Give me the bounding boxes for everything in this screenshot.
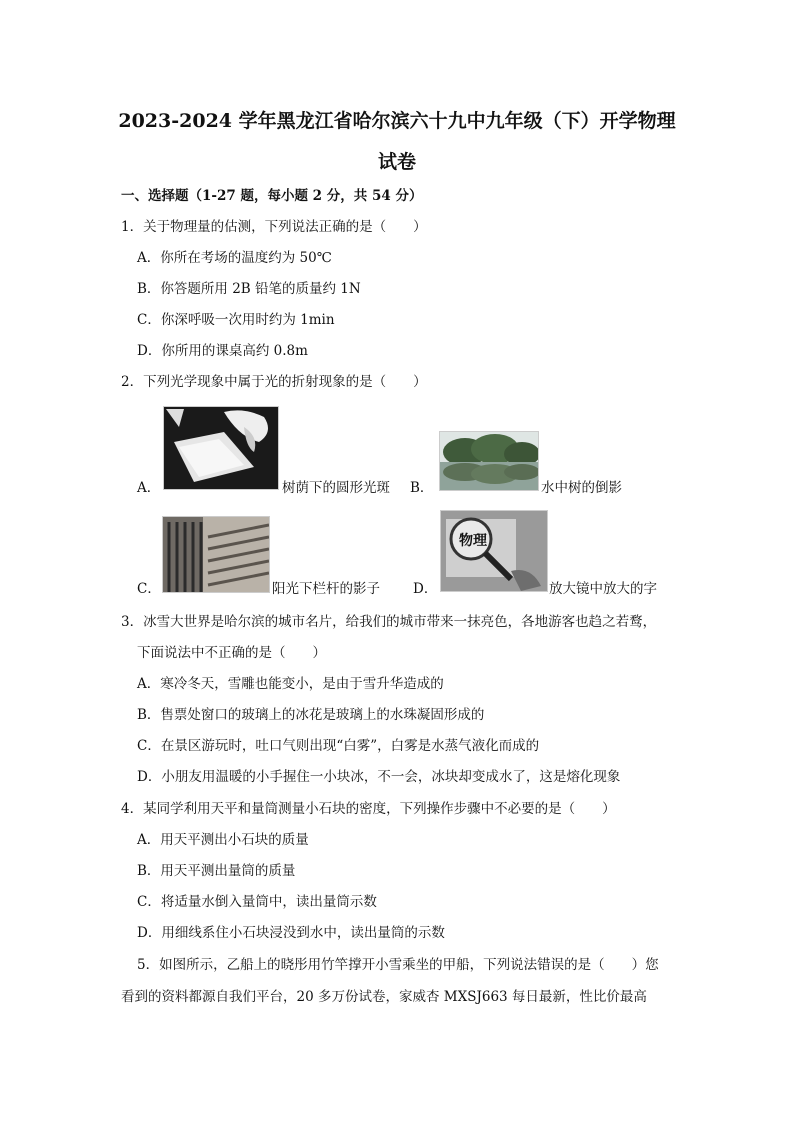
q2-option-b-label: B． xyxy=(410,480,434,496)
q4-option-c: C．将适量水倒入量筒中，读出量筒示数 xyxy=(137,894,377,910)
q1-option-b: B．你答题所用 2B 铅笔的质量约 1N xyxy=(137,281,361,297)
q3-stem-line2: 下面说法中不正确的是（ ） xyxy=(137,645,326,661)
q1-stem: 1．关于物理量的估测，下列说法正确的是（ ） xyxy=(121,219,427,235)
q1-option-d: D．你所用的课桌高约 0.8m xyxy=(137,343,308,359)
q1-option-a: A．你所在考场的温度约为 50℃ xyxy=(137,250,332,266)
q3-option-a: A．寒冷冬天，雪雕也能变小，是由于雪升华造成的 xyxy=(137,676,444,692)
q2-image-d-book-text: 物理 xyxy=(459,533,487,549)
q4-option-d: D．用细线系住小石块浸没到水中，读出量筒的示数 xyxy=(137,925,445,941)
q3-stem-line1: 3．冰雪大世界是哈尔滨的城市名片，给我们的城市带来一抹亮色，各地游客也趋之若鹜， xyxy=(121,614,657,630)
q1-option-c: C．你深呼吸一次用时约为 1min xyxy=(137,312,335,328)
q2-option-c-caption: 阳光下栏杆的影子 xyxy=(272,581,380,597)
q2-option-c-label: C． xyxy=(137,581,161,597)
q2-image-b-tree-reflection xyxy=(439,431,539,491)
q2-image-d-magnifier xyxy=(440,510,548,592)
q2-option-b-caption: 水中树的倒影 xyxy=(541,480,622,496)
section-heading: 一、选择题（1-27 题，每小题 2 分，共 54 分） xyxy=(121,188,423,204)
q3-option-c: C．在景区游玩时，吐口气则出现“白雾”，白雾是水蒸气液化而成的 xyxy=(137,738,540,754)
q5-stem-line2: 看到的资料都源自我们平台，20 多万份试卷，家威杏 MXSJ663 每日最新，性比价最高 xyxy=(121,989,647,1005)
exam-title-line2: 试卷 xyxy=(377,151,416,173)
q2-stem: 2．下列光学现象中属于光的折射现象的是（ ） xyxy=(121,374,427,390)
q3-option-b: B．售票处窗口的玻璃上的冰花是玻璃上的水珠凝固形成的 xyxy=(137,707,485,723)
q2-option-d-caption: 放大镜中放大的字 xyxy=(549,581,657,597)
q4-stem: 4．某同学利用天平和量筒测量小石块的密度，下列操作步骤中不必要的是（ ） xyxy=(121,801,616,817)
q3-option-d: D．小朋友用温暖的小手握住一小块冰，不一会，冰块却变成水了，这是熔化现象 xyxy=(137,769,621,785)
exam-title-line1: 2023-2024 学年黑龙江省哈尔滨六十九中九年级（下）开学物理 xyxy=(118,110,676,132)
q2-image-a-light-spot xyxy=(163,406,279,490)
q2-option-d-label: D． xyxy=(413,581,438,597)
q4-option-b: B．用天平测出量筒的质量 xyxy=(137,863,296,879)
q2-image-c-railing-shadow xyxy=(162,516,270,593)
q5-stem-line1: 5．如图所示，乙船上的晓彤用竹竿撑开小雪乘坐的甲船，下列说法错误的是（ ）您 xyxy=(137,957,659,973)
q2-option-a-caption: 树荫下的圆形光斑 xyxy=(282,480,390,496)
q4-option-a: A．用天平测出小石块的质量 xyxy=(137,832,309,848)
q2-option-a-label: A． xyxy=(137,480,161,496)
